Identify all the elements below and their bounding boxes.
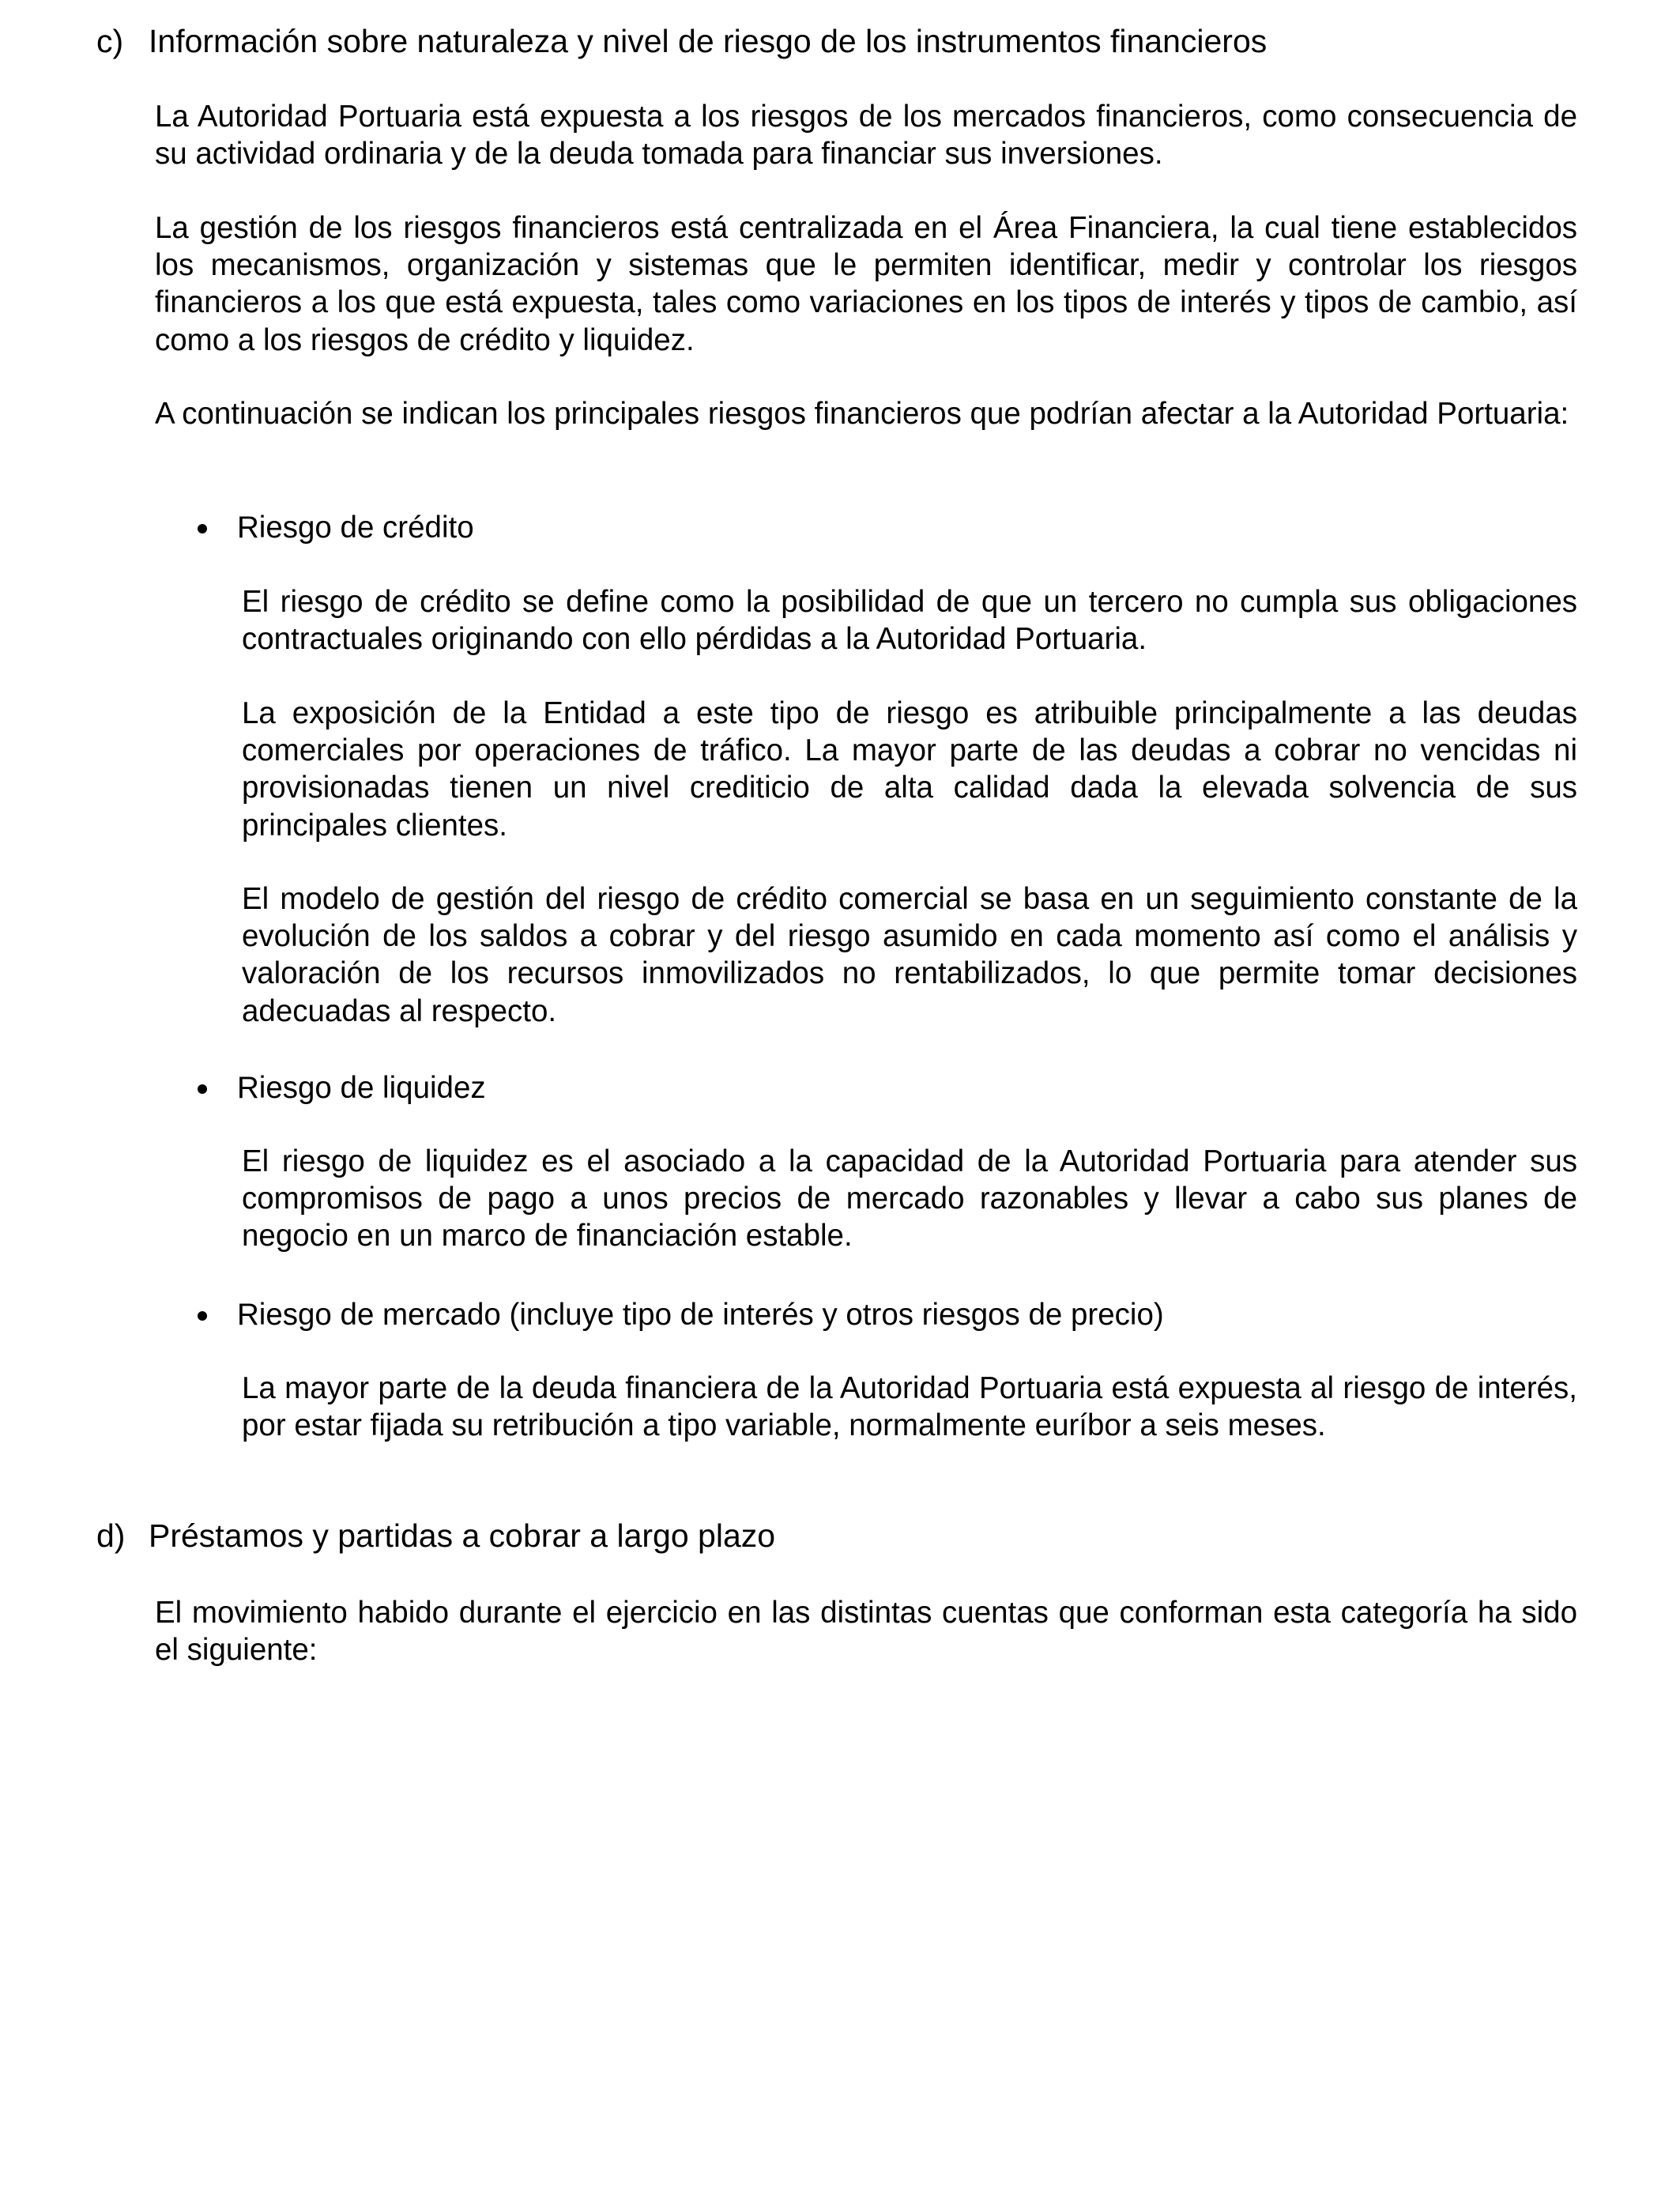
bullet-dot-icon [198, 524, 207, 533]
credito-paragraph-3: El modelo de gestión del riesgo de crédito comercial se basa en un seguimiento constante de la evolución de los saldos a cobrar y del riesgo asumido en cada momento así como el análisis y valoración de los recursos inmovilizados no rentabilizados, lo que permite tomar decisiones adecuadas al respecto. [242, 882, 1577, 1028]
bullet-label: Riesgo de crédito [237, 511, 474, 545]
section-c-title: Información sobre naturaleza y nivel de riesgo de los instrumentos financieros [149, 23, 1268, 59]
bullet-dot-icon [198, 1084, 207, 1094]
section-c-paragraph-3: A continuación se indican los principales riesgos financieros que podrían afectar a la Autoridad Portuaria: [155, 397, 1569, 431]
section-c-paragraph-2: La gestión de los riesgos financieros está centralizada en el Área Financiera, la cual tiene establecidos los mecanismos, organización y sistemas que le permiten identificar, medir y controlar los riesgos financieros a los que está expuesta, tales como variaciones en los tipos de interés y tipos de cambio, así como a los riesgos de crédito y liquidez. [155, 211, 1577, 357]
section-d-marker: d) [96, 1517, 126, 1554]
section-c-paragraph-1: La Autoridad Portuaria está expuesta a los riesgos de los mercados financieros, como consecuencia de su actividad ordinaria y de la deuda tomada para financiar sus inversiones. [155, 100, 1577, 172]
liquidez-paragraph-1: El riesgo de liquidez es el asociado a la capacidad de la Autoridad Portuaria para atender sus compromisos de pago a unos precios de mercado razonables y llevar a cabo sus planes de negocio en un marco de financiación estable. [242, 1144, 1577, 1253]
bullet-dot-icon [198, 1311, 207, 1321]
section-c-heading [96, 22, 1598, 60]
bullet-label: Riesgo de liquidez [237, 1071, 486, 1105]
mercado-paragraph-1: La mayor parte de la deuda financiera de la Autoridad Portuaria está expuesta al riesgo de interés, por estar fijada su retribución a tipo variable, normalmente euríbor a seis meses. [242, 1371, 1577, 1443]
credito-paragraph-2: La exposición de la Entidad a este tipo de riesgo es atribuible principalmente a las deudas comerciales por operaciones de tráfico. La mayor parte de las deudas a cobrar no vencidas ni provisionadas tienen un nivel crediticio de alta calidad dada la elevada solvencia de sus principales clientes. [242, 696, 1577, 843]
section-c-marker: c) [96, 23, 124, 59]
section-d-paragraph-1: El movimiento habido durante el ejercicio en las distintas cuentas que conforman esta categoría ha sido el siguiente: [155, 1596, 1577, 1668]
bullet-label: Riesgo de mercado (incluye tipo de interés y otros riesgos de precio) [237, 1298, 1164, 1332]
section-d-title: Préstamos y partidas a cobrar a largo plazo [149, 1517, 776, 1554]
credito-paragraph-1: El riesgo de crédito se define como la posibilidad de que un tercero no cumpla sus obligaciones contractuales originando con ello pérdidas a la Autoridad Portuaria. [242, 585, 1577, 657]
section-d-heading [96, 1517, 1598, 1555]
